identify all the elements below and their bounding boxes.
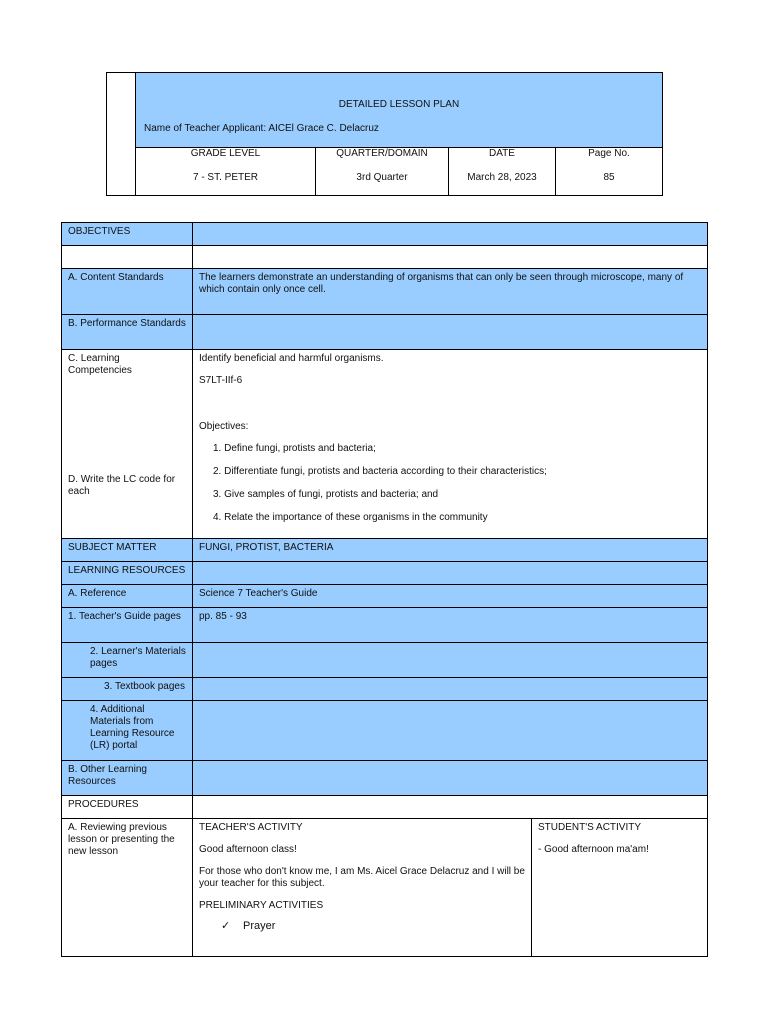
objective-item: 2. Differentiate fungi, protists and bacteria according to their characteristics; <box>213 466 547 477</box>
other-resources-value <box>193 761 708 796</box>
date-value: March 28, 2023 <box>467 172 537 183</box>
review-row <box>62 819 708 957</box>
learners-materials-label: 2. Learner's Materials pages <box>90 646 186 669</box>
content-standards-row <box>62 269 708 315</box>
performance-standards-value <box>193 315 708 350</box>
date-label: DATE <box>489 148 515 159</box>
teachers-guide-label: 1. Teacher's Guide pages <box>62 608 193 643</box>
prayer-item <box>199 920 525 933</box>
additional-materials-label: 4. Additional Materials from Learning Resource (LR) portal <box>90 704 175 751</box>
teacher-name: Name of Teacher Applicant: AICEl Grace C. Delacruz <box>144 123 379 134</box>
content-standards-label: A. Content Standards <box>62 269 193 315</box>
objectives-heading: Objectives: <box>199 421 249 432</box>
additional-materials-value <box>193 701 708 761</box>
content-standards-text: The learners demonstrate an understanding of organisms that can only be seen through microscope, many of which contain only once cell. <box>193 269 708 315</box>
header-info-row <box>136 148 662 195</box>
performance-standards-row <box>62 315 708 350</box>
competencies-content <box>193 350 708 539</box>
objectives-list <box>213 443 701 524</box>
teacher-activity-cell <box>193 819 532 957</box>
procedures-row <box>62 796 708 819</box>
learning-resources-label: LEARNING RESOURCES <box>62 562 193 585</box>
greeting-text: Good afternoon class! <box>199 844 297 855</box>
teachers-guide-row <box>62 608 708 643</box>
procedures-value <box>193 796 708 819</box>
blank-cell-right <box>193 246 708 269</box>
competencies-row <box>62 350 708 539</box>
subject-matter-value: FUNGI, PROTIST, BACTERIA <box>193 539 708 562</box>
header-stub-cell <box>107 73 136 195</box>
blank-cell-left <box>62 246 193 269</box>
subject-matter-row <box>62 539 708 562</box>
learners-materials-row <box>62 643 708 678</box>
grade-level-cell <box>136 148 316 195</box>
teacher-activity-heading: TEACHER'S ACTIVITY <box>199 822 303 833</box>
page-no-value: 85 <box>603 172 615 183</box>
lc-code-label: D. Write the LC code for each <box>68 474 176 497</box>
teachers-guide-value: pp. 85 - 93 <box>193 608 708 643</box>
page-no-cell <box>556 148 662 195</box>
lesson-plan-table <box>61 222 708 957</box>
checkmark-icon: ✓ <box>221 920 231 932</box>
additional-materials-row <box>62 701 708 761</box>
blank-row <box>62 246 708 269</box>
objectives-value <box>193 223 708 246</box>
learning-competencies-label: C. Learning Competencies <box>68 353 132 376</box>
student-reply-text: - Good afternoon ma'am! <box>538 844 649 855</box>
learning-resources-value <box>193 562 708 585</box>
reference-label: A. Reference <box>62 585 193 608</box>
subject-matter-label: SUBJECT MATTER <box>62 539 193 562</box>
learning-resources-row <box>62 562 708 585</box>
reference-row <box>62 585 708 608</box>
intro-text: For those who don't know me, I am Ms. Aicel Grace Delacruz and I will be your teacher for this subject. <box>199 866 525 889</box>
additional-materials-cell <box>62 701 193 761</box>
grade-level-value: 7 - ST. PETER <box>192 172 258 183</box>
preliminary-heading: PRELIMINARY ACTIVITIES <box>199 900 324 911</box>
document-title: DETAILED LESSON PLAN <box>338 99 460 110</box>
learners-materials-cell <box>62 643 193 678</box>
textbook-cell <box>62 678 193 701</box>
objective-item: 4. Relate the importance of these organisms in the community <box>213 512 488 523</box>
textbook-label: 3. Textbook pages <box>104 681 185 692</box>
header-title-block <box>136 73 662 148</box>
competency-code: S7LT-IIf-6 <box>199 375 243 386</box>
page-no-label: Page No. <box>588 148 630 159</box>
date-cell <box>449 148 556 195</box>
objective-item: 3. Give samples of fungi, protists and bacteria; and <box>213 489 439 500</box>
student-activity-cell <box>532 819 708 957</box>
lesson-plan-header <box>106 72 663 196</box>
student-activity-heading: STUDENT'S ACTIVITY <box>538 822 642 833</box>
learners-materials-value <box>193 643 708 678</box>
other-resources-label: B. Other Learning Resources <box>62 761 193 796</box>
procedures-label: PROCEDURES <box>62 796 193 819</box>
competency-text: Identify beneficial and harmful organisms. <box>199 353 384 364</box>
objectives-row <box>62 223 708 246</box>
reference-value: Science 7 Teacher's Guide <box>193 585 708 608</box>
textbook-value <box>193 678 708 701</box>
review-label: A. Reviewing previous lesson or presenting the new lesson <box>62 819 193 957</box>
quarter-cell <box>316 148 449 195</box>
competencies-label-cell <box>62 350 193 539</box>
objectives-label: OBJECTIVES <box>62 223 193 246</box>
textbook-row <box>62 678 708 701</box>
performance-standards-label: B. Performance Standards <box>62 315 193 350</box>
objective-item: 1. Define fungi, protists and bacteria; <box>213 443 376 454</box>
quarter-label: QUARTER/DOMAIN <box>336 148 428 159</box>
other-resources-row <box>62 761 708 796</box>
grade-level-label: GRADE LEVEL <box>190 148 261 159</box>
quarter-value: 3rd Quarter <box>356 172 408 183</box>
prayer-label: Prayer <box>243 920 276 932</box>
